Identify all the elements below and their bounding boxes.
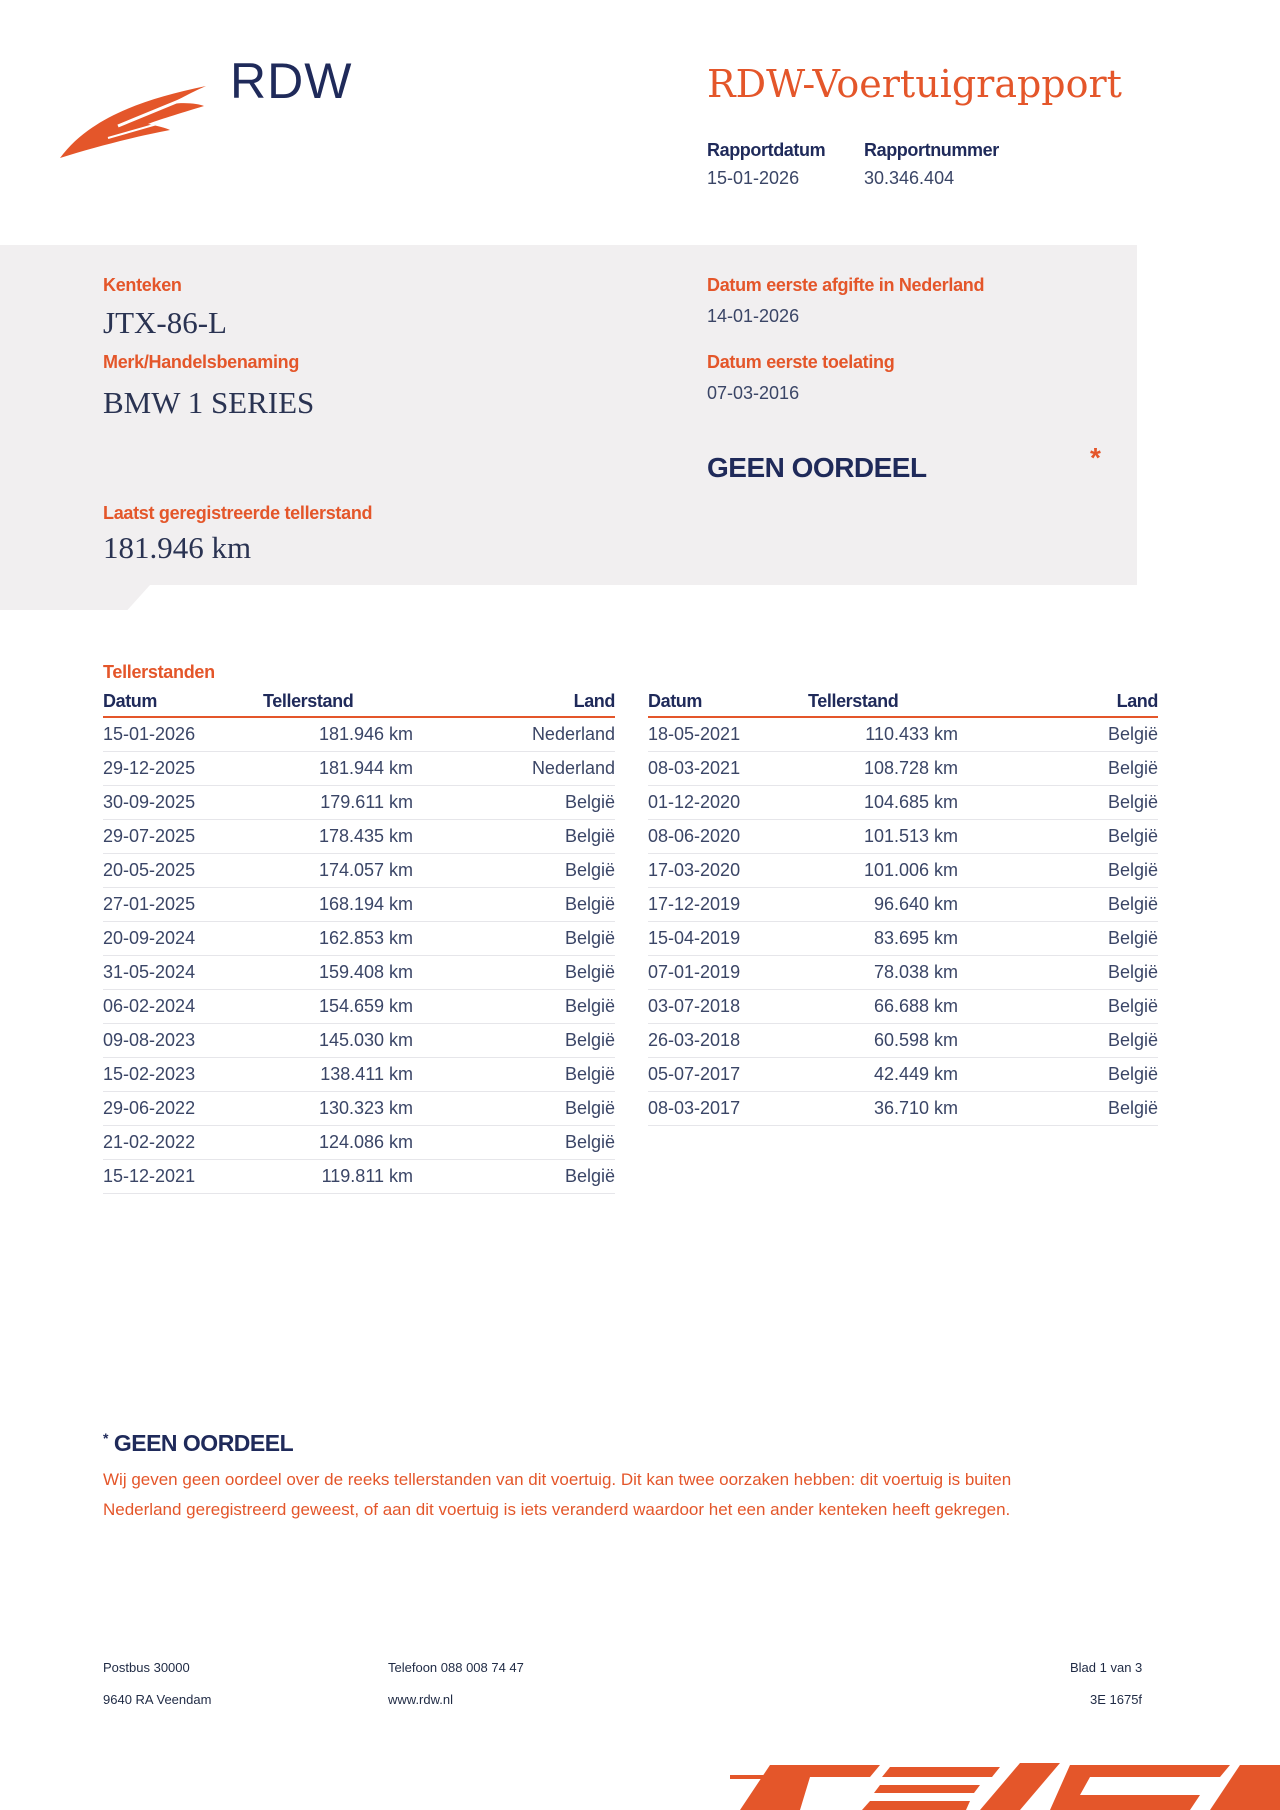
first-admission-value: 07-03-2016 [707,383,800,403]
report-date-label: Rapportdatum [707,140,826,160]
table-row [103,854,615,888]
reading-km: 179.611 km [258,786,413,820]
reading-km: 66.688 km [803,990,958,1024]
reading-km: 83.695 km [803,922,958,956]
report-date: 15-01-2026 [707,168,800,188]
reading-country: België [958,854,1158,888]
readings-table-left [103,690,615,1194]
reading-date: 05-07-2017 [648,1058,803,1092]
first-issue-nl-value: 14-01-2026 [707,306,800,326]
reading-date: 21-02-2022 [103,1126,258,1160]
table-row [648,1058,1158,1092]
table-row [648,888,1158,922]
table-row [103,1058,615,1092]
table-row [103,752,615,786]
reading-km: 96.640 km [803,888,958,922]
footer-page: Blad 1 van 3 [1070,1660,1143,1675]
reading-km: 124.086 km [258,1126,413,1160]
table-row [103,1160,615,1194]
reading-country: België [958,820,1158,854]
reading-date: 03-07-2018 [648,990,803,1024]
col-date-header: Datum [103,690,258,717]
table-row [103,922,615,956]
reading-date: 01-12-2020 [648,786,803,820]
reading-date: 07-01-2019 [648,956,803,990]
reading-country: België [413,786,615,820]
readings-section-title: Tellerstanden [103,662,215,682]
reading-km: 162.853 km [258,922,413,956]
report-number-label: Rapportnummer [864,140,999,160]
brand-name: RDW [230,53,353,109]
reading-date: 20-09-2024 [103,922,258,956]
odometer-value: 181.946 km [103,530,252,565]
note-text: Wij geven geen oordeel over de reeks tellerstanden van dit voertuig. Dit kan twee oorzaken hebben: dit voertuig is buiten Nederland geregistreerd geweest, of aan dit voertuig is iets veranderd waardoor het een ander kenteken heeft gekregen. [103,1470,1012,1519]
plate-value: JTX-86-L [103,305,227,340]
report-title: RDW-Voertuigrapport [707,62,1122,106]
table-row [648,956,1158,990]
col-reading-header: Tellerstand [803,690,958,717]
verdict-marker: * [1090,442,1101,473]
make-label: Merk/Handelsbenaming [103,352,300,372]
reading-country: België [958,1058,1158,1092]
reading-km: 108.728 km [803,752,958,786]
reading-date: 15-02-2023 [103,1058,258,1092]
reading-country: België [413,1160,615,1194]
decorative-stripes-icon [730,1755,1280,1810]
reading-country: België [413,1092,615,1126]
footer-code: 3E 1675f [1090,1692,1143,1707]
note-title: GEEN OORDEEL [113,1430,294,1456]
reading-km: 104.685 km [803,786,958,820]
reading-date: 29-12-2025 [103,752,258,786]
plate-label: Kenteken [103,275,182,295]
reading-country: Nederland [413,752,615,786]
reading-date: 26-03-2018 [648,1024,803,1058]
reading-country: België [958,990,1158,1024]
reading-km: 110.433 km [803,717,958,752]
reading-km: 178.435 km [258,820,413,854]
reading-km: 181.944 km [258,752,413,786]
reading-country: België [413,990,615,1024]
reading-country: België [958,922,1158,956]
reading-date: 08-03-2021 [648,752,803,786]
reading-country: België [958,956,1158,990]
reading-km: 78.038 km [803,956,958,990]
report-number: 30.346.404 [864,168,955,188]
table-row [648,1024,1158,1058]
readings-table-right [648,690,1158,1126]
panel-notch [0,585,150,610]
reading-km: 60.598 km [803,1024,958,1058]
table-row [648,820,1158,854]
footer-website[interactable]: www.rdw.nl [388,1692,454,1707]
reading-date: 17-12-2019 [648,888,803,922]
reading-date: 08-06-2020 [648,820,803,854]
reading-country: België [413,1126,615,1160]
odometer-label: Laatst geregistreerde tellerstand [103,503,373,523]
reading-country: België [413,854,615,888]
col-country-header: Land [413,690,615,717]
reading-country: België [958,717,1158,752]
first-issue-nl-label: Datum eerste afgifte in Nederland [707,275,985,295]
table-row [103,1092,615,1126]
reading-country: Nederland [413,717,615,752]
reading-date: 08-03-2017 [648,1092,803,1126]
table-row [103,1126,615,1160]
reading-km: 119.811 km [258,1160,413,1194]
table-row [648,854,1158,888]
reading-date: 09-08-2023 [103,1024,258,1058]
reading-date: 30-09-2025 [103,786,258,820]
reading-country: België [958,752,1158,786]
reading-date: 15-12-2021 [103,1160,258,1194]
table-row [103,956,615,990]
footer-phone: Telefoon 088 008 74 47 [388,1660,524,1675]
table-row [103,888,615,922]
footer-address-line2: 9640 RA Veendam [103,1692,212,1707]
reading-country: België [413,956,615,990]
reading-date: 27-01-2025 [103,888,258,922]
reading-country: België [413,922,615,956]
reading-country: België [413,1058,615,1092]
reading-country: België [958,1092,1158,1126]
reading-km: 42.449 km [803,1058,958,1092]
reading-km: 101.006 km [803,854,958,888]
note-heading [103,1430,293,1457]
reading-country: België [413,888,615,922]
table-row [648,990,1158,1024]
make-value: BMW 1 SERIES [103,385,315,420]
table-row [103,786,615,820]
reading-km: 138.411 km [258,1058,413,1092]
note-marker: * [103,1430,108,1446]
reading-date: 20-05-2025 [103,854,258,888]
reading-km: 154.659 km [258,990,413,1024]
reading-km: 174.057 km [258,854,413,888]
reading-date: 31-05-2024 [103,956,258,990]
reading-date: 18-05-2021 [648,717,803,752]
table-row [648,922,1158,956]
reading-country: België [958,1024,1158,1058]
table-row [648,786,1158,820]
reading-km: 181.946 km [258,717,413,752]
col-country-header: Land [958,690,1158,717]
reading-km: 130.323 km [258,1092,413,1126]
footer-address-line1: Postbus 30000 [103,1660,190,1675]
reading-date: 29-07-2025 [103,820,258,854]
table-row [648,717,1158,752]
first-admission-label: Datum eerste toelating [707,352,895,372]
reading-km: 36.710 km [803,1092,958,1126]
rdw-logo-icon [58,80,208,160]
table-row [103,1024,615,1058]
reading-km: 159.408 km [258,956,413,990]
reading-km: 101.513 km [803,820,958,854]
reading-country: België [958,888,1158,922]
reading-km: 168.194 km [258,888,413,922]
table-row [648,1092,1158,1126]
col-reading-header: Tellerstand [258,690,413,717]
table-row [103,990,615,1024]
reading-date: 17-03-2020 [648,854,803,888]
table-row [103,717,615,752]
table-row [648,752,1158,786]
reading-country: België [958,786,1158,820]
reading-country: België [413,820,615,854]
table-row [103,820,615,854]
reading-country: België [413,1024,615,1058]
col-date-header: Datum [648,690,803,717]
reading-date: 29-06-2022 [103,1092,258,1126]
reading-date: 06-02-2024 [103,990,258,1024]
reading-date: 15-01-2026 [103,717,258,752]
verdict: GEEN OORDEEL [707,452,927,483]
reading-date: 15-04-2019 [648,922,803,956]
reading-km: 145.030 km [258,1024,413,1058]
